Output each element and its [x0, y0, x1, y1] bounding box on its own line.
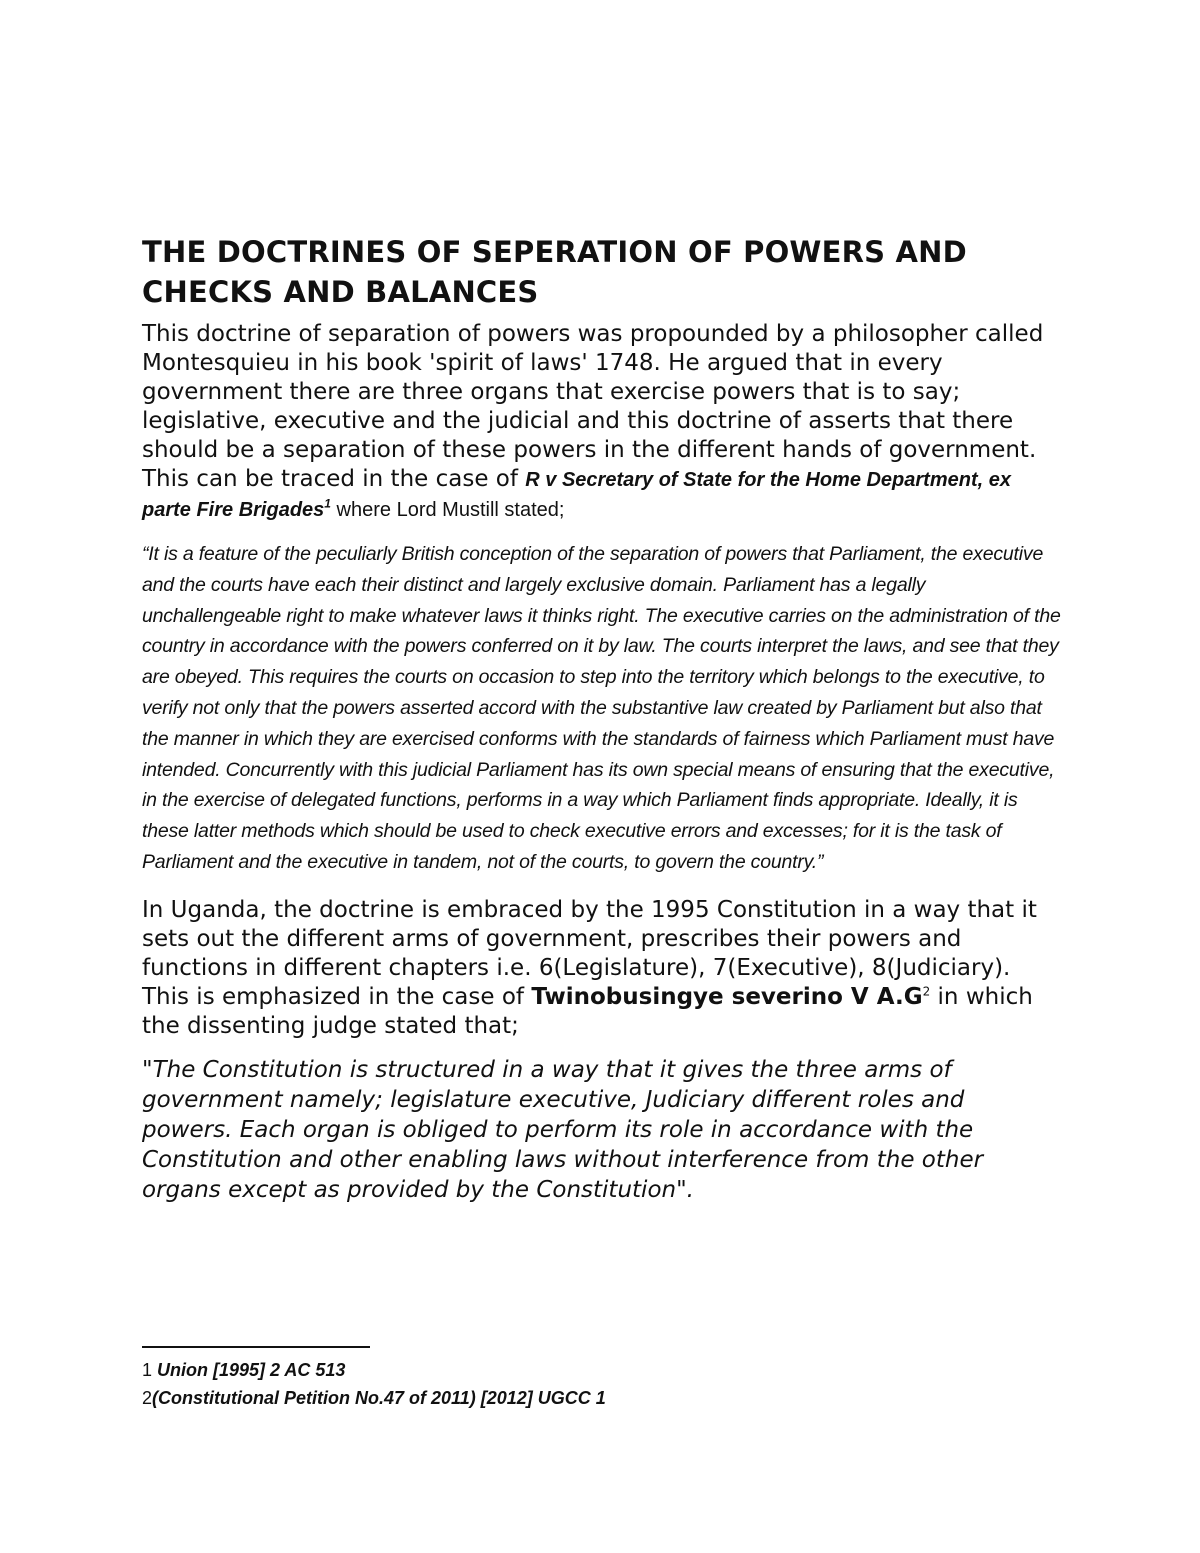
uganda-text: In Uganda, the doctrine is embraced by the 1995 Constitution in a way that it sets out the different arms of government, prescribes their powers and functions in different chapters i.e. 6(Legislature), 7(Executive), 8(Judiciary). This is emphasized in the case of: [142, 896, 1037, 1010]
footnote-text: (Constitutional Petition No.47 of 2011) [2012] UGCC 1: [152, 1388, 606, 1408]
footnote-ref-1[interactable]: 1: [324, 496, 331, 511]
intro-text: This doctrine of separation of powers was propounded by a philosopher called Montesquieu in his book 'spirit of laws' 1748. He argued that in every government there are three organs that exercise powers that is to say; legislative, executive and the judicial and this doctrine of asserts that there should be a separation of these powers in the different hands of government. This can be traced in the case of: [142, 321, 1044, 492]
footnote-2: [142, 1384, 1042, 1412]
uganda-text-tail: in which the dissenting judge stated that;: [142, 983, 1033, 1039]
document-body: [142, 232, 1062, 1205]
document-title: THE DOCTRINES OF SEPERATION OF POWERS AND CHECKS AND BALANCES: [142, 235, 967, 309]
case-citation-fire-brigades: R v Secretary of State for the Home Department, ex parte Fire Brigades: [142, 469, 1011, 521]
footnotes: [142, 1356, 1042, 1412]
footnote-number: 2: [142, 1388, 153, 1408]
case-citation-twinobusingye: Twinobusingye severino V A.G: [531, 983, 923, 1010]
footnote-ref-2[interactable]: 2: [922, 984, 931, 999]
footnote-text: Union [1995] 2 AC 513: [157, 1360, 346, 1380]
mustill-quote: “It is a feature of the peculiarly British conception of the separation of powers that Parliament, the executive and the courts have each their distinct and largely exclusive domain. Parliament has a legally unchallengeable right to make whatever laws it thinks right. The executive carries on the administration of the country in accordance with the powers conferred on it by law. The courts interpret the laws, and see that they are obeyed. This requires the courts on occasion to step into the territory which belongs to the executive, to verify not only that the powers asserted accord with the substantive law created by Parliament but also that the manner in which they are exercised conforms with the standards of fairness which Parliament must have intended. Concurrently with this judicial Parliament has its own special means of ensuring that the executive, in the exercise of delegated functions, performs in a way which Parliament finds appropriate. Ideally, it is these latter methods which should be used to check executive errors and excesses; for it is the task of Parliament and the executive in tandem, not of the courts, to govern the country.”: [142, 543, 1061, 873]
footnote-1: [142, 1356, 1042, 1384]
uganda-paragraph: [142, 896, 1062, 1041]
intro-text-tail: where Lord Mustill stated;: [330, 499, 565, 521]
intro-paragraph: [142, 320, 1062, 525]
constitution-quote: "The Constitution is structured in a way that it gives the three arms of government namely; legislature executive, Judiciary different roles and powers. Each organ is obliged to perform its role in accordance with the Constitution and other enabling laws without interference from the other organs except as provided by the Constitution".: [142, 1056, 984, 1203]
footnote-number: 1: [142, 1360, 153, 1380]
footnote-separator: [142, 1346, 370, 1348]
